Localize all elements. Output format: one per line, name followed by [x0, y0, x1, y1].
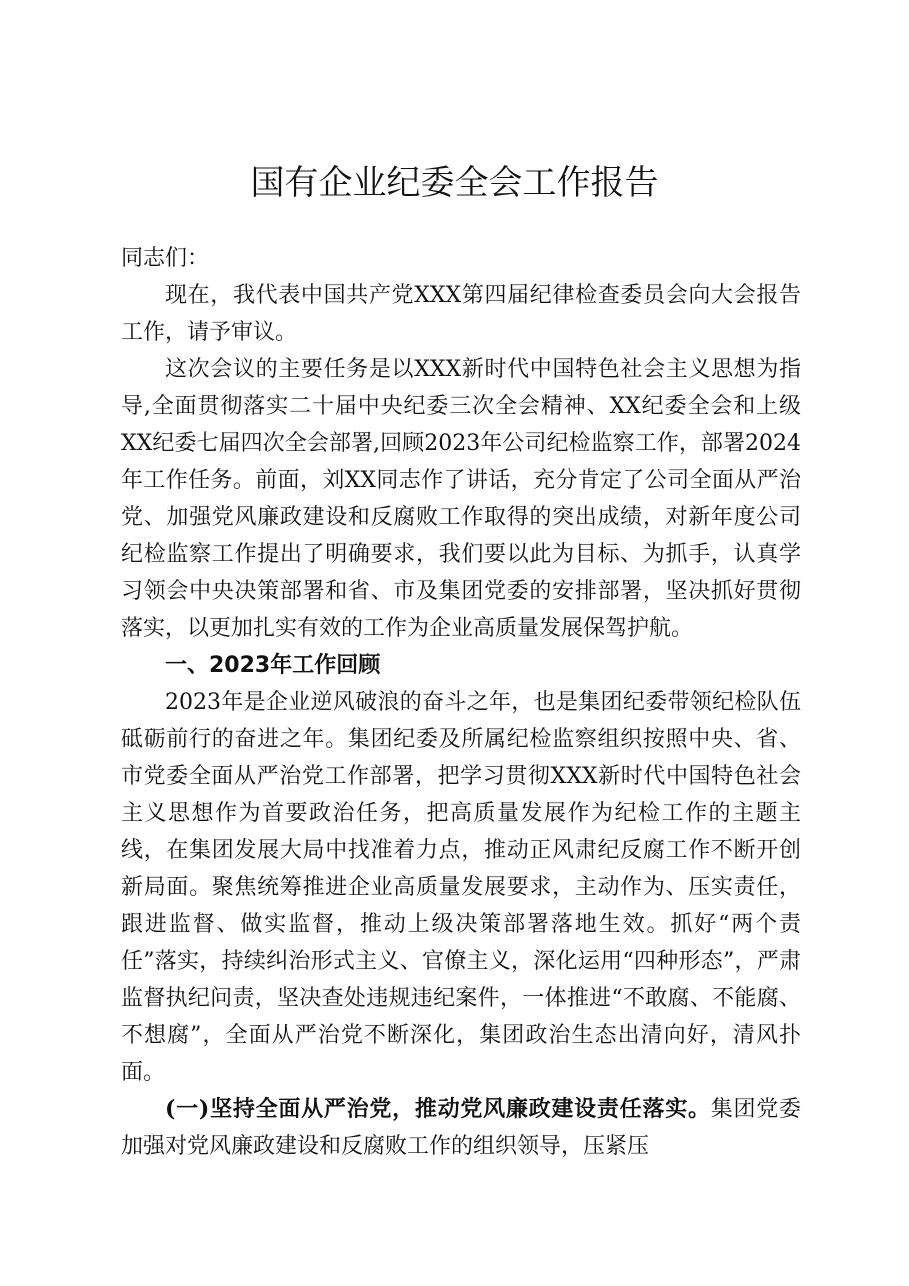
paragraph-2023-review: 2023年是企业逆风破浪的奋斗之年，也是集团纪委带领纪检队伍砥砺前行的奋进之年。集团纪委及所属纪检监察组织按照中央、省、市党委全面从严治党工作部署，把学习贯彻XXX新时代中国特色社会主义思想作为首要政治任务，把高质量发展作为纪检工作的主题主线，在集团发展大局中找准着力点，推动正风肃纪反腐工作不断开创新局面。聚焦统筹推进企业高质量发展要求，主动作为、压实责任，跟进监督、做实监督，推动上级决策部署落地生效。抓好“两个责任”落实，持续纠治形式主义、官僚主义，深化运用“四种形态”，严肃监督执纪问责，坚决查处违规违纪案件，一体推进“不敢腐、不能腐、不想腐”，全面从严治党不断深化，集团政治生态出清向好，清风扑面。 — [121, 690, 801, 1085]
subsection-lead: (一)坚持全面从严治党，推动党风廉政建设责任落实。 — [165, 1096, 711, 1122]
salutation: 同志们： — [121, 246, 210, 271]
paragraph-subsection-one — [121, 1091, 801, 1165]
section-heading: 一、2023年工作回顾 — [165, 653, 381, 678]
paragraph-meeting-tasks: 这次会议的主要任务是以XXX新时代中国特色社会主义思想为指导,全面贯彻落实二十届中央纪委三次全会精神、XX纪委全会和上级XX纪委七届四次全会部署,回顾2023年公司纪检监察工作，部署2024年工作任务。前面，刘XX同志作了讲话，充分肯定了公司全面从严治党、加强党风廉政建设和反腐败工作取得的突出成绩，对新年度公司纪检监察工作提出了明确要求，我们要以此为目标、为抓手，认真学习领会中央决策部署和省、市及集团党委的安排部署，坚决抓好贯彻落实，以更加扎实有效的工作为企业高质量发展保驾护航。 — [121, 357, 801, 641]
document-body — [121, 240, 801, 1165]
paragraph-intro: 现在，我代表中国共产党XXX第四届纪律检查委员会向大会报告工作，请予审议。 — [121, 283, 801, 345]
document-title: 国有企业纪委全会工作报告 — [250, 163, 659, 203]
subsection-text: 集团党委加强对党风廉政建设和反腐败工作的组织领导，压紧压 — [121, 1097, 801, 1159]
